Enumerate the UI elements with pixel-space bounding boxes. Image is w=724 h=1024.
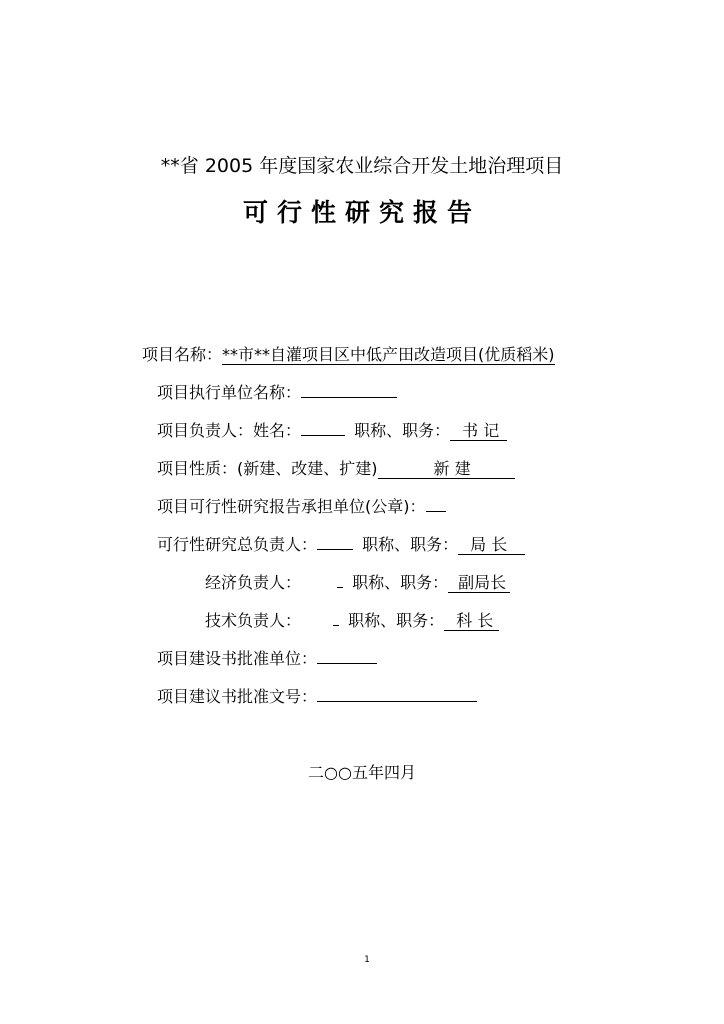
study-leader-name-blank [317,549,353,550]
page-number: 1 [364,955,370,965]
report-unit-label: 项目可行性研究报告承担单位(公章)： [157,497,426,516]
approval-doc-row [157,687,477,707]
document-subtitle: 可行性研究报告 [242,198,481,227]
tech-leader-row [205,611,499,631]
economic-leader-label: 经济负责人： [205,573,302,592]
project-leader-title-label: 职称、职务： [354,421,451,440]
study-leader-label: 可行性研究总负责人： [157,535,318,554]
document-date: 二○○五年四月 [308,763,416,782]
project-leader-label: 项目负责人：姓名： [157,421,302,440]
economic-leader-title-value: 副局长 [448,574,510,593]
tech-leader-label: 技术负责人： [205,611,302,630]
approval-doc-label: 项目建议书批准文号： [157,687,318,706]
executing-unit-blank [301,397,397,398]
project-name-row [142,345,555,365]
approval-unit-row [157,649,377,669]
tech-leader-name-blank [333,625,339,626]
project-name-label: 项目名称： [142,345,223,364]
project-leader-name-blank [301,435,345,436]
project-nature-row [157,459,515,479]
executing-unit-row [157,383,397,403]
study-leader-row [157,535,525,555]
study-leader-title-value: 局 长 [458,536,525,555]
economic-leader-row [205,573,510,593]
approval-unit-label: 项目建设书批准单位： [157,649,318,668]
report-unit-blank [426,511,446,512]
tech-leader-title-label: 职称、职务： [348,611,445,630]
study-leader-title-label: 职称、职务： [362,535,459,554]
economic-leader-name-blank [337,587,343,588]
project-nature-label: 项目性质：(新建、改建、扩建) [157,459,378,478]
approval-unit-blank [317,663,377,664]
project-leader-title-value: 书 记 [450,422,507,441]
document-title: **省 2005 年度国家农业综合开发土地治理项目 [160,155,564,177]
project-name-value: **市**自灌项目区中低产田改造项目(优质稻米) [222,345,555,364]
approval-doc-blank [317,701,477,702]
report-unit-row [157,497,446,517]
project-nature-value: 新 建 [378,460,515,479]
project-leader-row [157,421,507,441]
economic-leader-title-label: 职称、职务： [352,573,449,592]
tech-leader-title-value: 科 长 [444,612,499,631]
executing-unit-label: 项目执行单位名称： [157,383,302,402]
